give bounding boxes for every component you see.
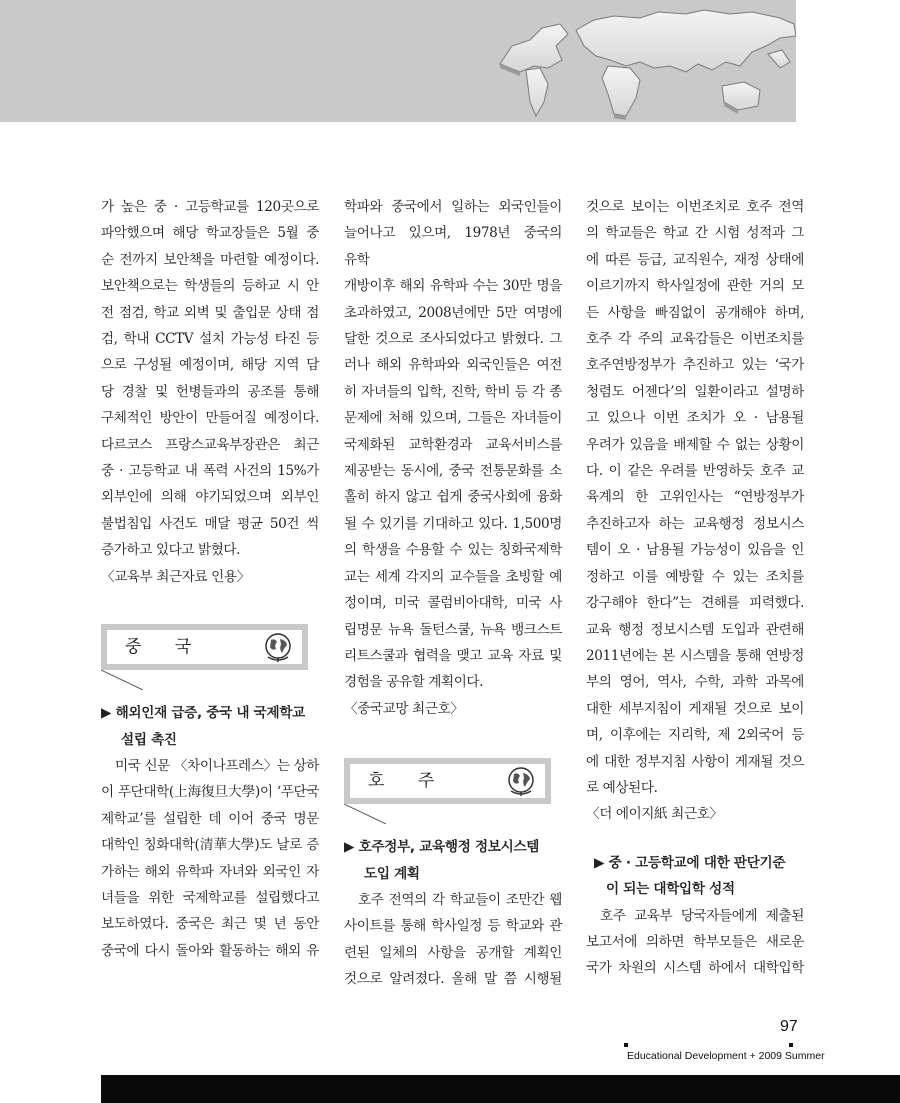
source-citation: 〈중국교망 최근호〉 [344,700,464,717]
body-line: 이르기까지 학사일정에 관한 거의 모 [586,278,804,295]
column-3 [586,194,804,982]
body-line: 추진하고자 하는 교육행정 정보시스 [586,515,804,532]
globe-icon [262,631,294,663]
body-line: 의 학교들은 학교 간 시험 성적과 그 [586,225,804,242]
body-line: 호주 각 주의 교육감들은 이번조치를 [586,331,804,348]
body-line: 증가하고 있다고 밝혔다. [101,542,241,559]
body-line: 중 · 고등학교 내 폭력 사건의 15%가 [101,463,319,480]
body-line: 홀히 하지 않고 쉽게 중국사회에 융화 [344,489,562,506]
body-line: 교는 세계 각지의 교수들을 초빙할 예 [344,568,562,585]
body-line: 호주 전역의 각 학교들이 조만간 웹 [358,891,562,908]
body-line: 다. 이 같은 우려를 반영하듯 호주 교 [586,463,804,480]
body-line: 대한 세부지침이 게재될 것으로 보이 [586,700,804,717]
body-line: 템이 오 · 남용될 가능성이 있음을 인 [586,542,804,559]
body-line: 전 점검, 학교 외벽 및 출입문 상태 점 [101,304,319,321]
body-line: 러나 해외 유학파와 외국인들은 여전 [344,357,562,374]
body-line: 파악했으며 해당 학교장들은 5월 중 [101,225,319,242]
body-line: 대학인 칭화대학(清華大學)도 날로 증 [101,837,319,854]
body-line: 초과하였고, 2008년에만 5만 여명에 [344,304,562,321]
body-line: 것으로 보이는 이번조치로 호주 전역 [586,199,804,215]
body-line: 다르코스 프랑스교육부장관은 최근 [101,436,319,453]
divider-line [344,804,404,824]
body-line: 외부인에 의해 야기되었으며 외부인 [101,489,319,506]
section-header-australia [344,758,551,804]
body-line: 불법침입 사건도 매달 평균 50건 씩 [101,515,319,532]
body-line: 의 학생을 수용할 수 있는 칭화국제학 [344,542,562,559]
body-line: 우려가 있음을 배제할 수 없는 상황이 [586,436,804,453]
body-line: 로 예상된다. [586,779,658,796]
body-line: 립명문 뉴욕 돌턴스쿨, 뉴욕 뱅크스트 [344,621,562,638]
page-number: 97 [780,1018,798,1035]
body-line: 며, 이후에는 지리학, 제 2외국어 등 [586,727,804,744]
body-line: 당 경찰 및 헌병들과의 공조를 통해 [101,383,319,400]
divider-line [101,670,161,690]
body-line: 교육 행정 정보시스템 도입과 관련해 [586,621,804,638]
running-title: Educational Development + 2009 Summer [627,1050,825,1062]
globe-icon [505,765,537,797]
body-line: 2011년에는 본 시스템을 통해 연방정 [586,647,804,664]
body-line: 검, 학내 CCTV 설치 가능성 타진 등 [101,331,319,348]
footer-bullet-mark [789,1043,793,1047]
world-map-image [490,6,796,122]
article-subheading: ▶ 호주정부, 교육행정 정보시스템 도입 계획 [344,839,540,882]
body-line: 에 대한 정부지침 사항이 게재될 것으 [586,753,804,770]
section-header-china [101,624,308,670]
body-line: 중국에 다시 돌아와 활동하는 해외 유 [101,942,319,959]
body-line: 청렴도 어젠다’의 일환이라고 설명하 [586,383,804,400]
column-2 [344,194,562,993]
body-line: 경험을 공유할 계획이다. [344,674,484,691]
body-line: 국제화된 교학환경과 교육서비스를 [344,436,562,453]
body-line: 것으로 알려졌다. 올해 말 쯤 시행될 [344,971,562,988]
body-line: 구체적인 방안이 만들어질 예정이다. [101,410,319,427]
body-line: 강구해야 한다”는 견해를 피력했다. [586,595,804,612]
body-line: 제학교’를 설립한 데 이어 중국 명문 [101,810,319,827]
body-line: 이 푸단대학(上海復旦大學)이 ‘푸단국 [101,784,319,801]
body-line: 개방이후 해외 유학파 수는 30만 명을 [344,278,562,295]
body-line: 호주연방정부가 추진하고 있는 ‘국가 [586,357,804,374]
body-line: 정하고 이를 예방할 수 있는 조치를 [586,568,804,585]
body-line: 가하는 해외 유학파 자녀와 외국인 자 [101,863,319,880]
footer-bullet-mark [624,1043,628,1047]
body-line: 히 자녀들의 입학, 진학, 학비 등 각 종 [344,383,562,400]
body-line: 보안책으로는 학생들의 등하교 시 안 [101,278,319,295]
body-line: 될 수 있기를 기대하고 있다. 1,500명 [344,515,562,532]
body-line: 미국 신문 〈차이나프레스〉는 상하 [115,757,319,774]
body-line: 든 사항을 빠짐없이 공개해야 하며, [586,304,804,321]
body-line: 문제에 처해 있으며, 그들은 자녀들이 [344,410,562,427]
column-1 [101,194,319,964]
body-line: 늘어나고 있으며, 1978년 중국의 유학 [344,225,562,268]
body-line: 순 전까지 보안책을 마련할 예정이다. [101,251,319,268]
body-line: 육계의 한 고위인사는 “연방정부가 [586,489,804,506]
section-title: 호 주 [368,770,449,791]
body-line: 부의 영어, 역사, 수학, 과학 과목에 [586,674,804,691]
body-line: 정이며, 미국 콜럼비아대학, 미국 사 [344,595,562,612]
body-line: 호주 교육부 당국자들에게 제출된 [600,907,804,924]
section-title: 중 국 [125,636,206,657]
body-line: 고 있으나 이번 조치가 오 · 남용될 [586,410,804,427]
body-line: 학파와 중국에서 일하는 외국인들이 [344,199,562,215]
body-line: 제공받는 동시에, 중국 전통문화를 소 [344,463,562,480]
body-line: 보고서에 의하면 학부모들은 새로운 [586,933,804,950]
footer-bar [101,1075,900,1103]
body-line: 녀들을 위한 국제학교를 설립했다고 [101,889,319,906]
body-line: 련된 일체의 사항을 공개할 계획인 [344,944,562,961]
body-line: 리트스쿨과 협력을 맺고 교육 자료 및 [344,647,562,664]
body-line: 국가 차원의 시스템 하에서 대학입학 [586,960,804,977]
body-line: 가 높은 중 · 고등학교를 120곳으로 [101,199,319,215]
body-line: 으로 구성될 예정이며, 해당 지역 담 [101,357,319,374]
source-citation: 〈교육부 최근자료 인용〉 [101,568,250,585]
body-line: 사이트를 통해 학사일정 등 학교와 관 [344,918,562,935]
article-subheading: ▶ 해외인재 급증, 중국 내 국제학교 설립 촉진 [101,705,305,748]
body-line: 에 따른 등급, 교직원수, 재정 상태에 [586,251,804,268]
source-citation: 〈더 에이지紙 최근호〉 [586,806,723,823]
body-line: 보도하였다. 중국은 최근 몇 년 동안 [101,916,319,933]
body-line: 달한 것으로 조사되었다고 밝혔다. 그 [344,331,562,348]
article-subheading: ▶ 중 · 고등학교에 대한 판단기준 이 되는 대학입학 성적 [594,854,786,898]
